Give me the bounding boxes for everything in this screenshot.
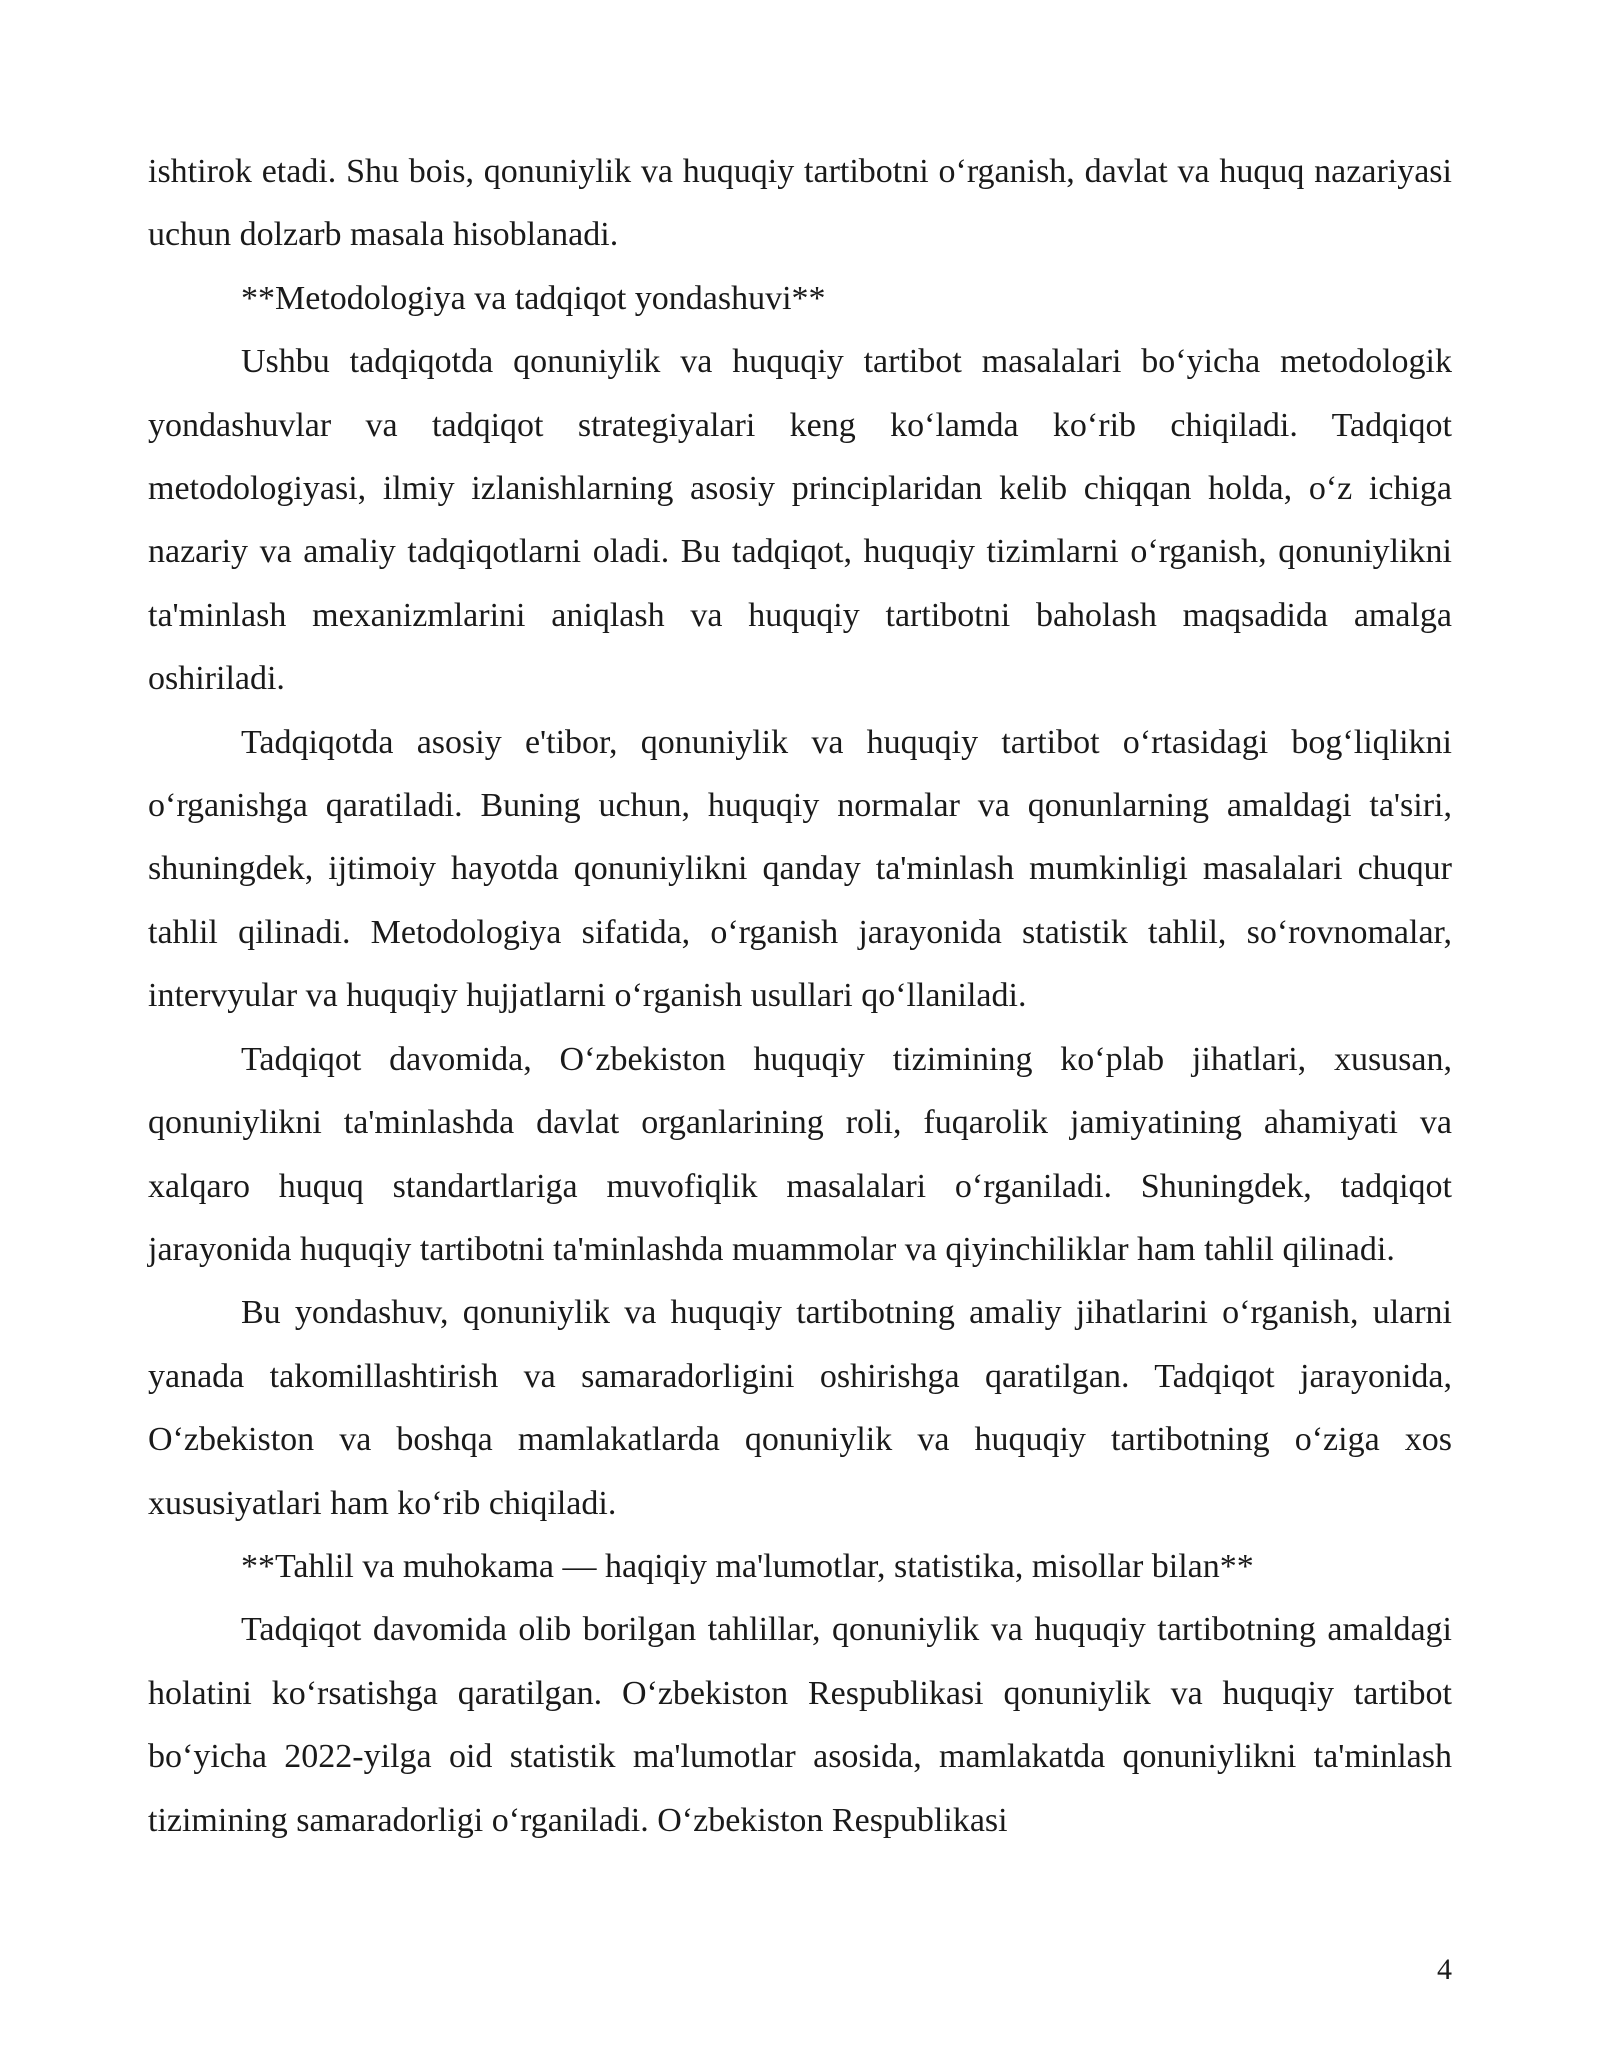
paragraph-analysis-intro: Tadqiqot davomida olib borilgan tahlillar, qonuniylik va huquqiy tartibotning amaldagi holatini ko‘rsatishga qaratilgan. O‘zbekiston Respublikasi qonuniylik va huquqiy tartibot bo‘yicha 2022-yilga oid statistik ma'lumotlar asosida, mamlakatda qonuniylikni ta'minlash tizimining samaradorligi o‘rganiladi. O‘zbekiston Respublikasi [148,1611,1452,1839]
paragraph-approach: Bu yondashuv, qonuniylik va huquqiy tartibotning amaliy jihatlarini o‘rganish, ularni yanada takomillashtirish va samaradorligini oshirishga qaratilgan. Tadqiqot jarayonida, O‘zbekiston va boshqa mamlakatlarda qonuniylik va huquqiy tartibotning o‘ziga xos xususiyatlari ham ko‘rib chiqiladi. [148,1294,1452,1522]
paragraph-uzbekistan-system: Tadqiqot davomida, O‘zbekiston huquqiy tizimining ko‘plab jihatlari, xususan, qonuniylikni ta'minlashda davlat organlarining roli, fuqarolik jamiyatining ahamiyati va xalqaro huquq standartlariga muvofiqlik masalalari o‘rganiladi. Shuningdek, tadqiqot jarayonida huquqiy tartibotni ta'minlashda muammolar va qiyinchiliklar ham tahlil qilinadi. [148,1040,1452,1268]
paragraph-research-focus: Tadqiqotda asosiy e'tibor, qonuniylik va huquqiy tartibot o‘rtasidagi bog‘liqlikni o‘rganishga qaratiladi. Buning uchun, huquqiy normalar va qonunlarning amaldagi ta'siri, shuningdek, ijtimoiy hayotda qonuniylikni qanday ta'minlash mumkinligi masalalari chuqur tahlil qilinadi. Metodologiya sifatida, o‘rganish jarayonida statistik tahlil, so‘rovnomalar, intervyular va huquqiy hujjatlarni o‘rganish usullari qo‘llaniladi. [148,723,1452,1015]
paragraph-methodology-intro: Ushbu tadqiqotda qonuniylik va huquqiy tartibot masalalari bo‘yicha metodologik yondashuvlar va tadqiqot strategiyalari keng ko‘lamda ko‘rib chiqiladi. Tadqiqot metodologiyasi, ilmiy izlanishlarning asosiy principlaridan kelib chiqqan holda, o‘z ichiga nazariy va amaliy tadqiqotlarni oladi. Bu tadqiqot, huquqiy tizimlarni o‘rganish, qonuniylikni ta'minlash mexanizmlarini aniqlash va huquqiy tartibotni baholash maqsadida amalga oshiriladi. [148,343,1452,698]
page-number: 4 [1437,1953,1452,1986]
page-body [148,140,1452,1852]
section-heading-methodology: **Metodologiya va tadqiqot yondashuvi** [241,279,826,317]
paragraph-continuation: ishtirok etadi. Shu bois, qonuniylik va huquqiy tartibotni o‘rganish, davlat va huquq nazariyasi uchun dolzarb masala hisoblanadi. [148,153,1452,254]
section-heading-analysis: **Tahlil va muhokama — haqiqiy ma'lumotlar, statistika, misollar bilan** [241,1547,1254,1585]
